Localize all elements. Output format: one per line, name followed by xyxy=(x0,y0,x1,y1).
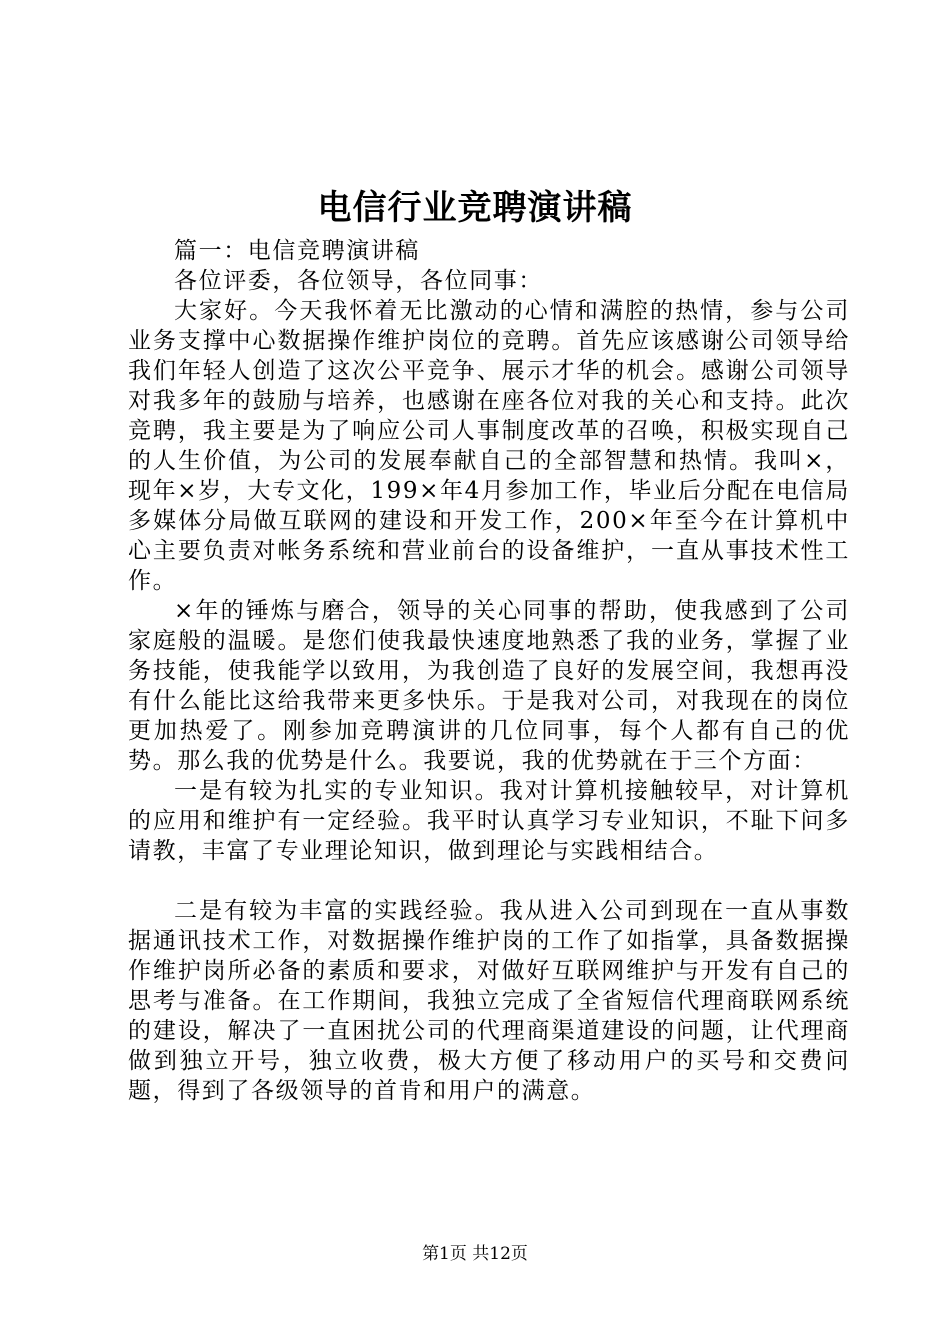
section-heading: 篇一：电信竞聘演讲稿 xyxy=(174,238,420,264)
paragraph-advantage-two: 二是有较为丰富的实践经验。我从进入公司到现在一直从事数据通讯技术工作，对数据操作维护岗的工作了如指掌，具备数据操作维护岗所必备的素质和要求，对做好互联网维护与开发有自己的思考与准备。在工作期间，我独立完成了全省短信代理商联网系统的建设，解决了一直困扰公司的代理商渠道建设的问题，让代理商做到独立开号，独立收费，极大方便了移动用户的买号和交费问题，得到了各级领导的首肯和用户的满意。 xyxy=(128,898,850,1104)
paragraph-intro: 大家好。今天我怀着无比激动的心情和满腔的热情，参与公司业务支撑中心数据操作维护岗位的竞聘。首先应该感谢公司领导给我们年轻人创造了这次公平竞争、展示才华的机会。感谢公司领导对我多年的鼓励与培养，也感谢在座各位对我的关心和支持。此次竞聘，我主要是为了响应公司人事制度改革的召唤，积极实现自己的人生价值，为公司的发展奉献自己的全部智慧和热情。我叫×，现年×岁，大专文化，199×年4月参加工作，毕业后分配在电信局多媒体分局做互联网的建设和开发工作，200×年至今在计算机中心主要负责对帐务系统和营业前台的设备维护，一直从事技术性工作。 xyxy=(128,298,850,594)
document-title: 电信行业竞聘演讲稿 xyxy=(317,188,633,228)
paragraph-advantage-one: 一是有较为扎实的专业知识。我对计算机接触较早，对计算机的应用和维护有一定经验。我平时认真学习专业知识，不耻下问多请教，丰富了专业理论知识，做到理论与实践相结合。 xyxy=(128,778,850,864)
salutation: 各位评委，各位领导，各位同事： xyxy=(174,268,543,294)
paragraph-experience: ×年的锤炼与磨合，领导的关心同事的帮助，使我感到了公司家庭般的温暖。是您们使我最快速度地熟悉了我的业务，掌握了业务技能，使我能学以致用，为我创造了良好的发展空间，我想再没有什么能比这给我带来更多快乐。于是我对公司，对我现在的岗位更加热爱了。刚参加竞聘演讲的几位同事，每个人都有自己的优势。那么我的优势是什么。我要说，我的优势就在于三个方面： xyxy=(128,598,850,774)
page-footer: 第1页 共12页 xyxy=(422,1244,528,1264)
document-body xyxy=(128,236,850,1106)
